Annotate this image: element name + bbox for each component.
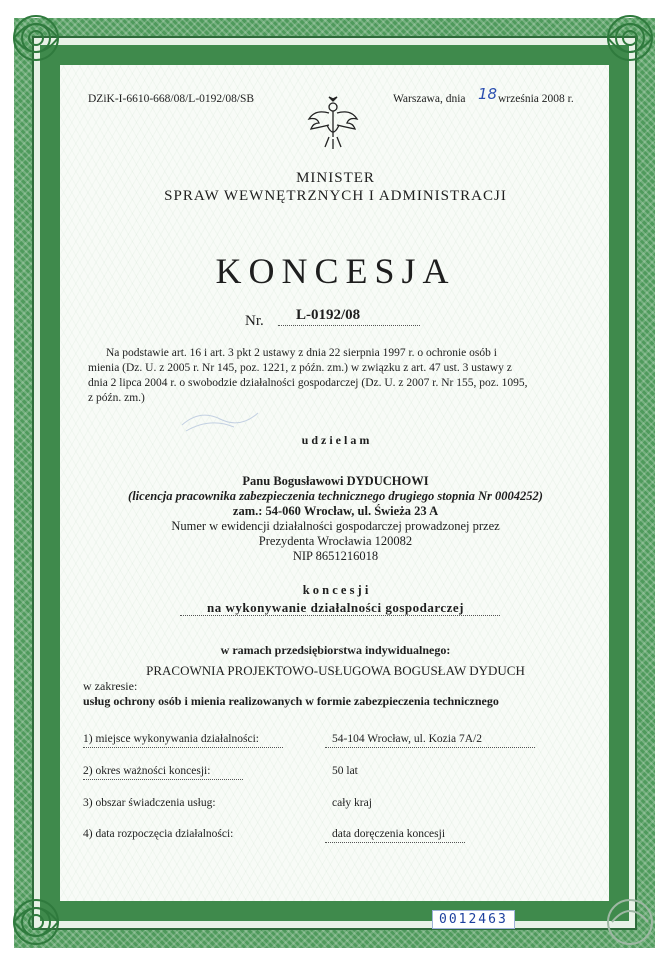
date-label <box>393 93 466 105</box>
serial-number: 0012463 <box>432 910 515 929</box>
authority-title: MINISTER <box>296 170 375 186</box>
recipient-nip: NIP 8651216018 <box>292 549 379 563</box>
corner-ornament-icon <box>590 882 660 952</box>
registry-line: Prezydenta Wrocławia 120082 <box>258 534 413 548</box>
legal-basis-line: Na podstawie art. 16 i art. 3 pkt 2 ustawy z dnia 22 sierpnia 1997 r. o ochronie osób i <box>106 347 497 359</box>
faint-stamp-icon <box>180 405 260 435</box>
corner-ornament-icon <box>590 8 660 78</box>
enterprise-name: PRACOWNIA PROJEKTOWO-USŁUGOWA BOGUSŁAW DYDUCH <box>146 663 525 678</box>
number-label: Nr. <box>245 313 264 329</box>
item-underline <box>83 779 243 780</box>
item-label: 2) okres ważności koncesji: <box>83 765 211 777</box>
corner-ornament-icon <box>6 8 76 78</box>
recipient-license: (licencja pracownika zabezpieczenia technicznego drugiego stopnia Nr 0004252) <box>128 489 543 503</box>
activity-underline <box>180 615 500 616</box>
item-label: 4) data rozpoczęcia działalności: <box>83 828 234 840</box>
legal-basis-line: dnia 2 lipca 2004 r. o swobodzie działalności gospodarczej (Dz. U. z 2007 r. Nr 155, poz. 1095, <box>88 377 528 389</box>
item-value: 50 lat <box>332 765 358 777</box>
scope-text: usług ochrony osób i mienia realizowanych w formie zabezpieczenia technicznego <box>83 694 499 708</box>
concession-number: L-0192/08 <box>296 307 361 323</box>
polish-eagle-emblem-icon <box>307 95 359 151</box>
enterprise-label: w ramach przedsiębiorstwa indywidualnego: <box>220 643 451 657</box>
authority-ministry: SPRAW WEWNĘTRZNYCH I ADMINISTRACJI <box>164 188 507 204</box>
registry-line: Numer w ewidencji działalności gospodarczej prowadzonej przez <box>171 519 500 533</box>
item-underline <box>83 747 283 748</box>
document-title: KONCESJA <box>215 251 456 291</box>
reference-number: DZiK-I-6610-668/08/L-0192/08/SB <box>88 93 255 105</box>
concession-word: k o n c e s j i <box>302 583 369 597</box>
item-underline <box>325 842 465 843</box>
corner-ornament-icon <box>6 882 76 952</box>
date-prefix: Warszawa, dnia <box>393 93 466 105</box>
number-underline <box>278 325 420 326</box>
grant-word: u d z i e l a m <box>301 433 370 447</box>
date-suffix: września 2008 r. <box>498 93 574 105</box>
item-label: 3) obszar świadczenia usług: <box>83 797 216 809</box>
scope-label: w zakresie: <box>83 679 138 693</box>
handwritten-day: 18 <box>478 85 498 103</box>
legal-basis-line: z późn. zm.) <box>88 392 145 404</box>
legal-basis-line: mienia (Dz. U. z 2005 r. Nr 145, poz. 1221, z późn. zm.) w związku z art. 47 ust. 3 ustawy z <box>88 362 512 374</box>
recipient-address: zam.: 54-060 Wrocław, ul. Świeża 23 A <box>232 504 439 518</box>
item-value: 54-104 Wrocław, ul. Kozia 7A/2 <box>332 733 482 745</box>
item-label: 1) miejsce wykonywania działalności: <box>83 733 259 745</box>
item-value: data doręczenia koncesji <box>332 828 446 840</box>
item-value: cały kraj <box>332 797 372 809</box>
item-underline <box>325 747 535 748</box>
recipient-name: Panu Bogusławowi DYDUCHOWI <box>242 474 429 488</box>
activity-line: na wykonywanie działalności gospodarczej <box>206 600 465 615</box>
